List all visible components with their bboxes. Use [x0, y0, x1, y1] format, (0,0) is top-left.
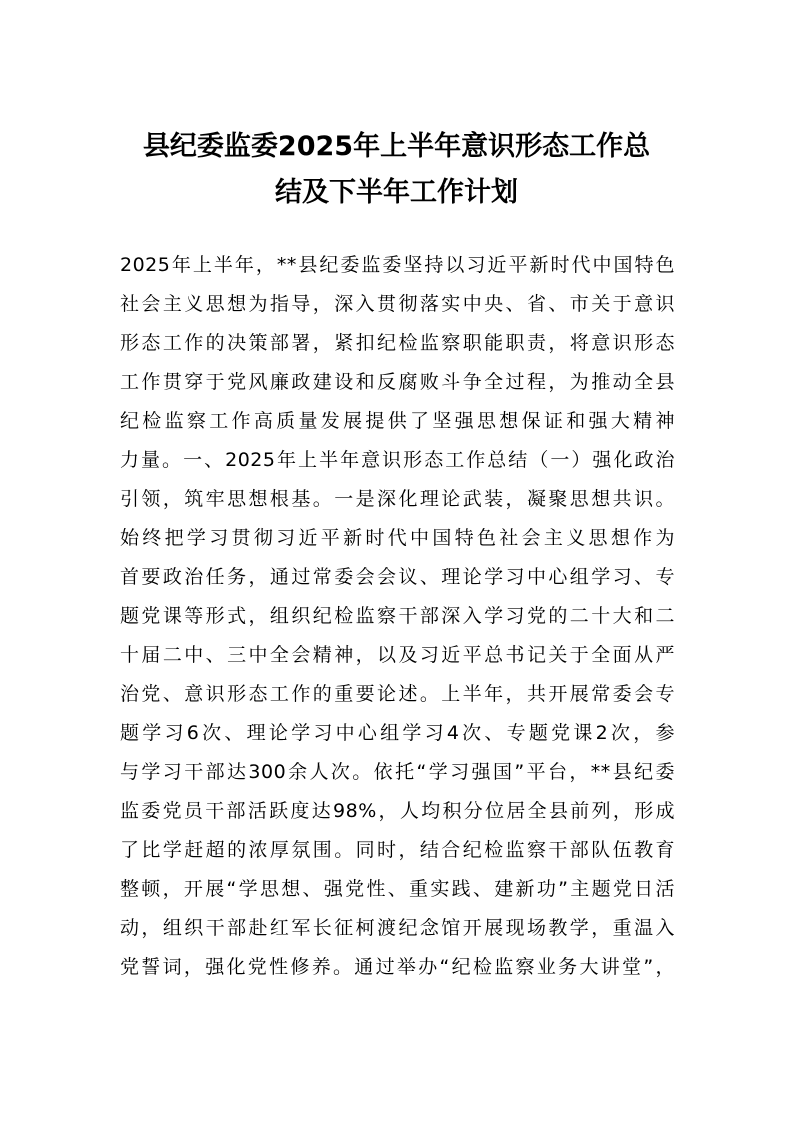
body-line: 了比学赶超的浓厚氛围。同时，结合纪检监察干部队伍教育	[120, 839, 675, 861]
body-line: 社会主义思想为指导，深入贯彻落实中央、省、市关于意识	[120, 293, 675, 315]
body-line: 题学习6次、理论学习中心组学习4次、专题党课2次，参	[120, 722, 675, 744]
body-line: 十届二中、三中全会精神，以及习近平总书记关于全面从严	[120, 644, 675, 666]
title-line-2: 结及下半年工作计划	[275, 177, 518, 208]
document-body	[120, 246, 675, 987]
body-line: 力量。一、2025年上半年意识形态工作总结（一）强化政治	[120, 449, 675, 471]
body-line: 动，组织干部赴红军长征柯渡纪念馆开展现场教学，重温入	[120, 917, 675, 939]
body-line: 党誓词，强化党性修养。通过举办“纪检监察业务大讲堂”，	[120, 956, 675, 978]
title-line-1: 县纪委监委2025年上半年意识形态工作总	[142, 131, 651, 162]
body-line: 引领，筑牢思想根基。一是深化理论武装，凝聚思想共识。	[120, 488, 675, 510]
body-line: 监委党员干部活跃度达98%，人均积分位居全县前列，形成	[120, 800, 675, 822]
body-line: 首要政治任务，通过常委会会议、理论学习中心组学习、专	[120, 566, 675, 588]
body-line: 形态工作的决策部署，紧扣纪检监察职能职责，将意识形态	[120, 332, 675, 354]
body-line: 工作贯穿于党风廉政建设和反腐败斗争全过程，为推动全县	[120, 371, 675, 393]
body-line: 与学习干部达300余人次。依托“学习强国”平台，**县纪委	[120, 761, 675, 783]
body-line: 纪检监察工作高质量发展提供了坚强思想保证和强大精神	[120, 410, 675, 432]
document-title	[100, 124, 693, 216]
body-line: 题党课等形式，组织纪检监察干部深入学习党的二十大和二	[120, 605, 675, 627]
body-line: 治党、意识形态工作的重要论述。上半年，共开展常委会专	[120, 683, 675, 705]
body-line: 2025年上半年，**县纪委监委坚持以习近平新时代中国特色	[120, 254, 675, 276]
body-line: 始终把学习贯彻习近平新时代中国特色社会主义思想作为	[120, 527, 675, 549]
body-line: 整顿，开展“学思想、强党性、重实践、建新功”主题党日活	[120, 878, 675, 900]
